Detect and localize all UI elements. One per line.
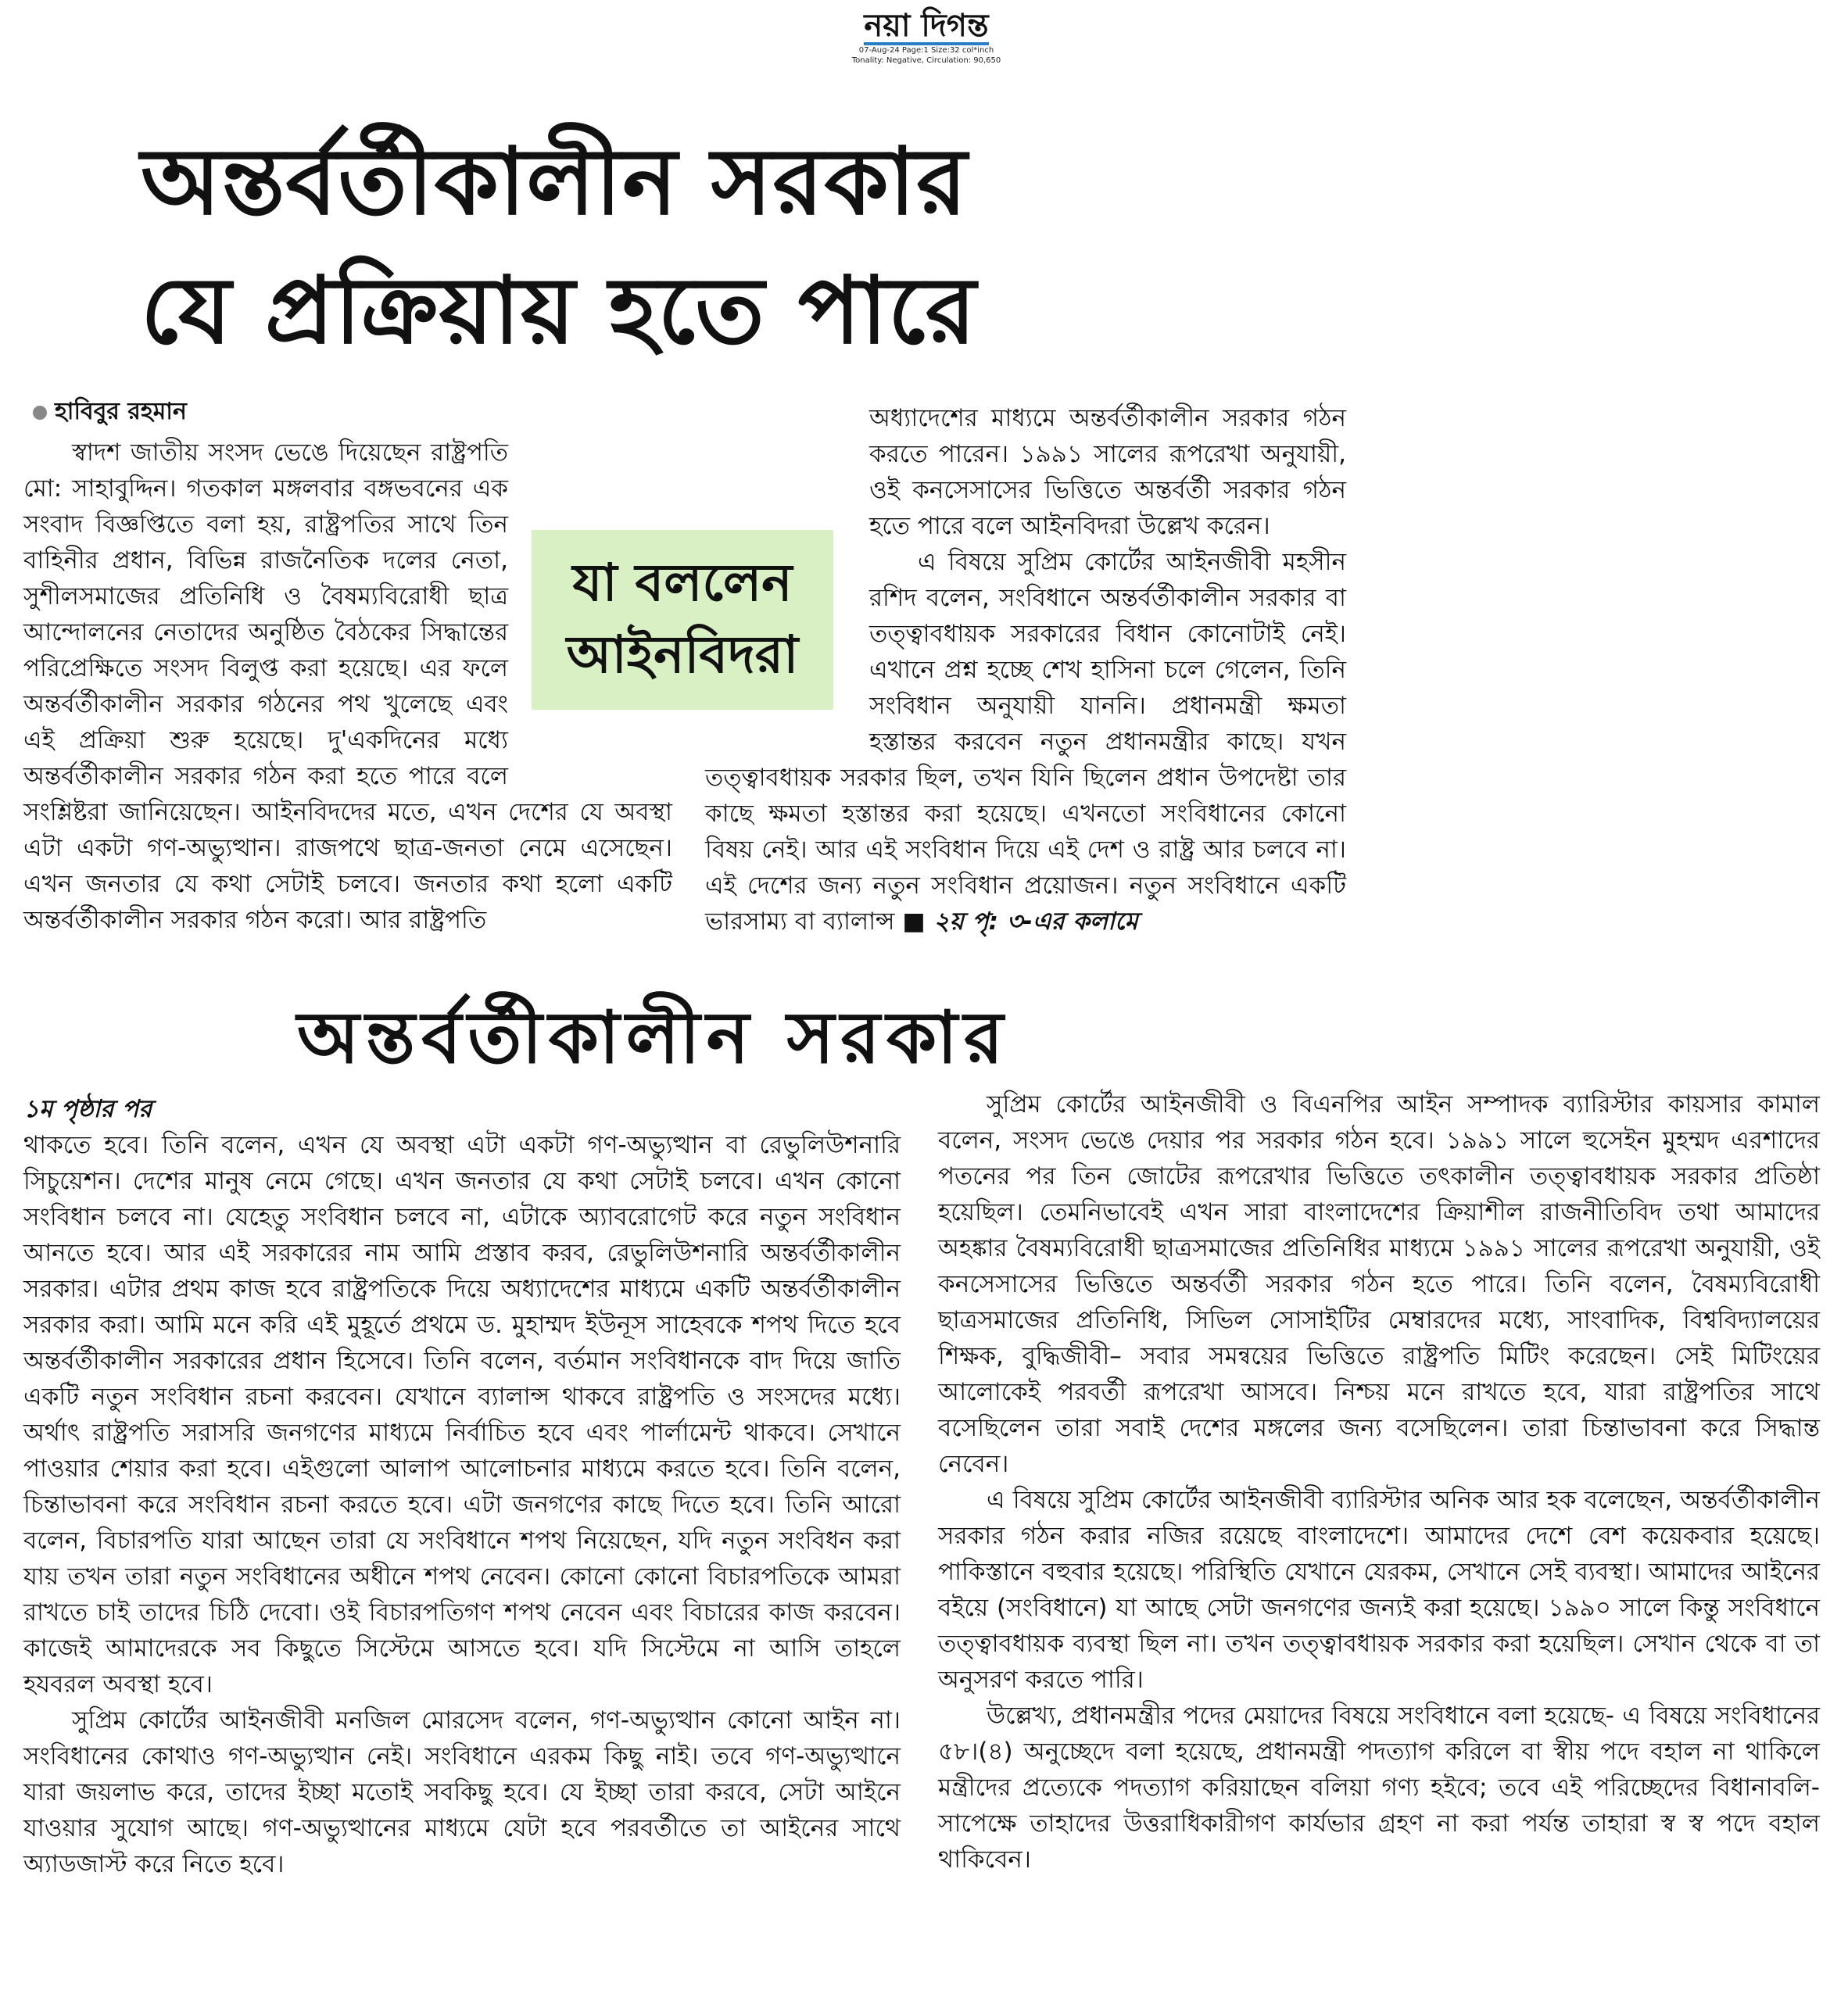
sidebox-line2: আইনবিদরা: [566, 625, 799, 685]
column3-paragraph-2: সুপ্রিম কোর্টের আইনজীবী মনজিল মোরসেদ বলেন, গণ-অভ্যুত্থান কোনো আইন না। সংবিধানের কোথাও গণ-অভ্যুত্থান নেই। সংবিধানে এরকম কিছু নাই। তবে গণ-অভ্যুত্থানে যারা জয়লাভ করে, তাদের ইচ্ছা মতোই সবকিছু হবে। যে ইচ্ছা তারা করবে, সেটা আইনে যাওয়ার সুযোগ আছে। গণ-অভ্যুত্থানের মাধ্যমে যেটা হবে পরবর্তীতে তা আইনের সাথে অ্যাডজাস্ট করে নিতে হবে।: [23, 1706, 901, 1878]
byline: [33, 392, 187, 432]
column2-paragraph-1: অধ্যাদেশের মাধ্যমে অন্তর্বর্তীকালীন সরকার গঠন করতে পারেন। ১৯৯১ সালের রূপরেখা অনুযায়ী, ওই কনসেসাসের ভিত্তিতে অন্তর্বর্তী সরকার গঠন হতে পারে বলে আইনবিদরা উল্লেখ করেন।: [869, 404, 1346, 540]
article-column-3: [23, 1091, 901, 1882]
article-column-4: [938, 1086, 1820, 1878]
from-page-note: ১ম পৃষ্ঠার পর: [23, 1095, 152, 1123]
column2-paragraph-2-text: এ বিষয়ে সুপ্রিম কোর্টের আইনজীবী মহসীন রশিদ বলেন, সংবিধানে অন্তর্বর্তীকালীন সরকার বা তত্ত্বাবধায়ক সরকারের বিধান কোনোটাই নেই। এখানে প্রশ্ন হচ্ছে শেখ হাসিনা চলে গেলেন, তিনি সংবিধান অনুযায়ী যাননি। প্রধানমন্ত্রী ক্ষমতা হস্তান্তর করবেন নতুন প্রধানমন্ত্রীর কাছে। যখন তত্ত্বাবধায়ক সরকার ছিল, তখন যিনি ছিলেন প্রধান উপদেষ্টা তার কাছে ক্ষমতা হস্তান্তর করা হয়েছে। এখনতো সংবিধানের কোনো বিষয় নেই। আর এই সংবিধান দিয়ে এই দেশ ও রাষ্ট্র আর চলবে না। এই দেশের জন্য নতুন সংবিধান প্রয়োজন। নতুন সংবিধানে একটি ভারসাম্য বা ব্যালান্স: [705, 548, 1346, 936]
clipping-meta-line1: 07-Aug-24 Page:1 Size:32 col*inch: [858, 46, 994, 55]
sidebox-wrap-space: [705, 517, 869, 744]
column3-paragraph-1: থাকতে হবে। তিনি বলেন, এখন যে অবস্থা এটা একটা গণ-অভ্যুত্থান বা রেভুলিউশনারি সিচুয়েশন। দেশের মানুষ নেমে গেছে। এখন জনতার যে কথা সেটাই চলবে। এখন কোনো সংবিধান চলবে না। যেহেতু সংবিধান চলবে না, এটাকে অ্যাবরোগেট করে নতুন সংবিধান আনতে হবে। আর এই সরকারের নাম আমি প্রস্তাব করব, রেভুলিউশনারি অন্তর্বর্তীকালীন সরকার। এটার প্রথম কাজ হবে রাষ্ট্রপতিকে দিয়ে অধ্যাদেশের মাধ্যমে একটি অন্তর্বর্তীকালীন সরকার করা। আমি মনে করি এই মুহূর্তে প্রথমে ড. মুহাম্মদ ইউনূস সাহেবকে শপথ দিতে হবে অন্তর্বর্তীকালীন সরকারের প্রধান হিসেবে। তিনি বলেন, বর্তমান সংবিধানকে বাদ দিয়ে জাতি একটি নতুন সংবিধান রচনা করবেন। যেখানে ব্যালান্স থাকবে রাষ্ট্রপতি ও সংসদের মধ্যে। অর্থাৎ রাষ্ট্রপতি সরাসরি জনগণের মাধ্যমে নির্বাচিত হবে এবং পার্লামেন্ট থাকবে। সেখানে পাওয়ার শেয়ার করা হবে। এইগুলো আলাপ আলোচনার মাধ্যমে করতে হবে। তিনি বলেন, চিন্তাভাবনা করে সংবিধান রচনা করতে হবে। এটা জনগণের কাছে দিতে হবে। তিনি আরো বলেন, বিচারপতি যারা আছেন তারা যে সংবিধানে শপথ নিয়েছেন, যদি নতুন সংবিধন করা যায় তখন তারা নতুন সংবিধানের অধীনে শপথ নেবেন। কোনো কোনো বিচারপতিকে আমরা রাখতে চাই তাদের চিঠি দেবো। ওই বিচারপতিগণ শপথ নেবেন এবং বিচারের কাজ করবেন। কাজেই আমাদেরকে সব কিছুতে সিস্টেমে আসতে হবে। যদি সিস্টেমে না আসি তাহলে হযবরল অবস্থা হবে।: [23, 1131, 901, 1699]
bullet-icon: [33, 406, 47, 420]
column4-paragraph-3: উল্লেখ্য, প্রধানমন্ত্রীর পদের মেয়াদের বিষয়ে সংবিধানে বলা হয়েছে- এ বিষয়ে সংবিধানের ৫৮।(৪) অনুচ্ছেদে বলা হয়েছে, প্রধানমন্ত্রী পদত্যাগ করিলে বা স্বীয় পদে বহাল না থাকিলে মন্ত্রীদের প্রত্যেকে পদত্যাগ করিয়াছেন বলিয়া গণ্য হইবে; তবে এই পরিচ্ছেদের বিধানাবলি-সাপেক্ষে তাহাদের উত্তরাধিকারীগণ কার্যভার গ্রহণ না করা পর্যন্ত তাহারা স্ব স্ব পদে বহাল থাকিবেন।: [938, 1702, 1820, 1874]
clipping-meta-line2: Tonality: Negative, Circulation: 90,650: [851, 56, 1001, 65]
jump-headline: অন্তর্বর্তীকালীন সরকার: [297, 996, 1010, 1079]
sidebox-line1: যা বললেন: [572, 553, 793, 613]
continued-note: ■ ২য় পৃ: ৩-এর কলামে: [902, 907, 1138, 936]
logo-text: নয়া দিগন্ত: [864, 8, 989, 44]
main-headline: [141, 117, 1235, 375]
masthead: [829, 6, 1024, 75]
byline-author: হাবিবুর রহমান: [55, 398, 187, 425]
column4-paragraph-2: এ বিষয়ে সুপ্রিম কোর্টের আইনজীবী ব্যারিস্টার অনিক আর হক বলেছেন, অন্তর্বর্তীকালীন সরকার গঠন করার নজির রয়েছে বাংলাদেশে। আমাদের দেশে বেশ কয়েকবার হয়েছে। পাকিস্তানে বহুবার হয়েছে। পরিস্থিতি যেখানে যেরকম, সেখানে সেই ব্যবস্থা। আমাদের আইনের বইয়ে (সংবিধানে) যা আছে সেটা জনগণের জন্যই করা হয়েছে। ১৯৯০ সালে কিন্তু সংবিধানে তত্ত্বাবধায়ক ব্যবস্থা ছিল না। তখন তত্ত্বাবধায়ক সরকার করা হয়েছিল। সেখান থেকে বা তা অনুসরণ করতে পারি।: [938, 1486, 1820, 1694]
main-headline-line1: অন্তর্বর্তীকালীন সরকার: [141, 127, 968, 235]
main-headline-line2: যে প্রক্রিয়ায় হতে পারে: [141, 256, 977, 364]
column1-paragraph: স্বাদশ জাতীয় সংসদ ভেঙে দিয়েছেন রাষ্ট্রপতি মো: সাহাবুদ্দিন। গতকাল মঙ্গলবার বঙ্গভবনের এক সংবাদ বিজ্ঞপ্তিতে বলা হয়, রাষ্ট্রপতির সাথে তিন বাহিনীর প্রধান, বিভিন্ন রাজনৈতিক দলের নেতা, সুশীলসমাজের প্রতিনিধি ও বৈষম্যবিরোধী ছাত্র আন্দোলনের নেতাদের অনুষ্ঠিত বৈঠকের সিদ্ধান্তের পরিপ্রেক্ষিতে সংসদ বিলুপ্ত করা হয়েছে। এর ফলে অন্তর্বর্তীকালীন সরকার গঠনের পথ খুলেছে এবং এই প্রক্রিয়া শুরু হয়েছে। দু'একদিনের মধ্যে অন্তর্বর্তীকালীন সরকার গঠন করা হতে পারে বলে সংশ্লিষ্টরা জানিয়েছেন। আইনবিদদের মতে, এখন দেশের যে অবস্থা এটা একটা গণ-অভ্যুত্থান। রাজপথে ছাত্র-জনতা নেমে এসেছেন। এখন জনতার যে কথা সেটাই চলবে। জনতার কথা হলো একটি অন্তর্বর্তীকালীন সরকার গঠন করো। আর রাষ্ট্রপতি: [23, 439, 672, 934]
newspaper-logo: [864, 6, 988, 45]
article-column-2: [705, 400, 1346, 940]
column4-paragraph-1: সুপ্রিম কোর্টের আইনজীবী ও বিএনপির আইন সম্পাদক ব্যারিস্টার কায়সার কামাল বলেন, সংসদ ভেঙে দেয়ার পর সরকার গঠন হবে। ১৯৯১ সালে হুসেইন মুহম্মদ এরশাদের পতনের পর তিন জোটের রূপরেখার ভিত্তিতে তৎকালীন তত্ত্বাবধায়ক সরকার প্রতিষ্ঠা হয়েছিল। তেমনিভাবেই এখন সারা বাংলাদেশের ক্রিয়াশীল রাজনীতিবিদ তথা আমাদের অহঙ্কার বৈষম্যবিরোধী ছাত্রসমাজের প্রতিনিধির মাধ্যমে ১৯৯১ সালের রূপরেখা অনুযায়ী, ওই কনসেসাসের ভিত্তিতে অন্তর্বর্তী সরকার গঠন হতে পারে। তিনি বলেন, বৈষম্যবিরোধী ছাত্রসমাজের প্রতিনিধি, সিভিল সোসাইটির মেম্বারদের মধ্যে, সাংবাদিক, বিশ্ববিদ্যালয়ের শিক্ষক, বুদ্ধিজীবী– সবার সমন্বয়ের ভিত্তিতে রাষ্ট্রপতি মিটিং করেছেন। সেই মিটিংয়ের আলোকেই পরবর্তী রূপরেখা আসবে। নিশ্চয় মনে রাখতে হবে, যারা রাষ্ট্রপতির সাথে বসেছিলেন তারা সবাই দেশের মঙ্গলের জন্য বসেছিলেন। তারা চিন্তাভাবনা করে সিদ্ধান্ত নেবেন।: [938, 1090, 1820, 1478]
